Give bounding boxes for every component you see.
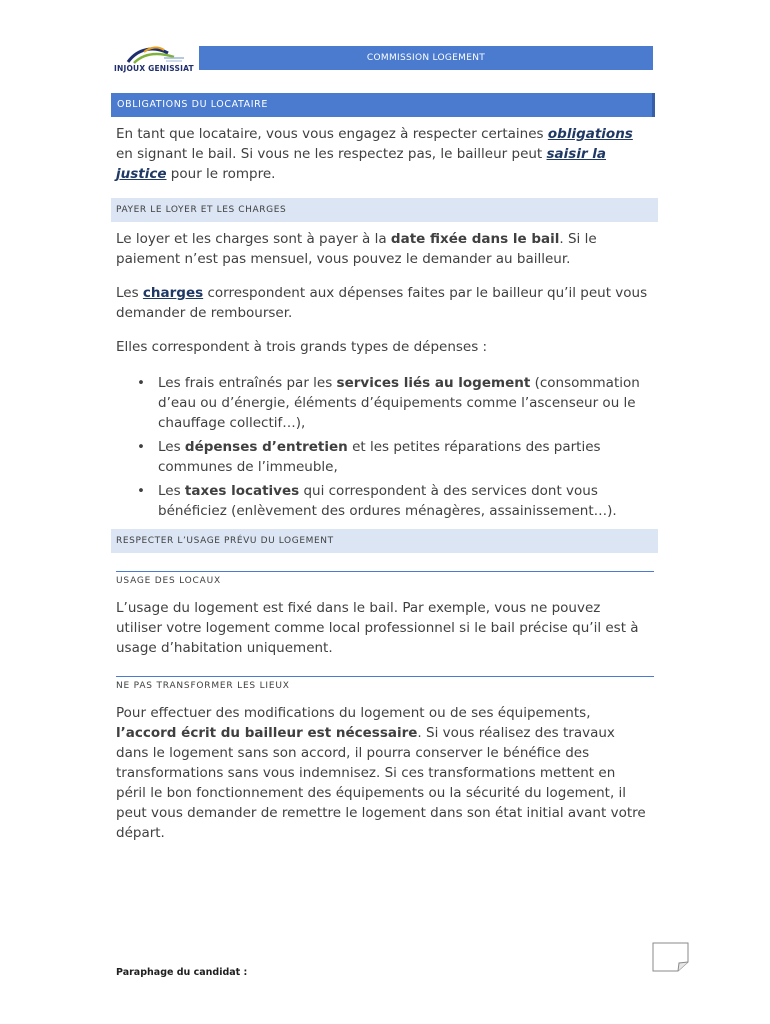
subheading-usage-locaux: USAGE DES LOCAUX: [116, 571, 654, 586]
bullet-text: (consommation d’eau ou d’énergie, éléments d’équipements comme l’ascenseur ou le chauffage collectif…),: [158, 375, 640, 431]
transformer-paragraph: [116, 703, 648, 843]
bullet-bold: dépenses d’entretien: [184, 439, 348, 455]
intro-paragraph: [116, 124, 648, 184]
logo-text: INJOUX GENISSIAT: [114, 64, 194, 73]
loyer-text-1: Le loyer et les charges sont à payer à la: [116, 231, 391, 247]
logo-swoosh-icon: [124, 44, 188, 66]
bullet-bold: services liés au logement: [336, 375, 531, 391]
bullet-text: Les frais entraînés par les: [158, 375, 337, 391]
loyer-paragraph: [116, 229, 648, 269]
list-item: [158, 481, 656, 521]
charges-text-2: correspondent aux dépenses faites par le bailleur qu’il peut vous demander de rembourser.: [116, 285, 648, 321]
link-saisir-la-justice[interactable]: saisir la justice: [116, 146, 607, 182]
usage-paragraph: L’usage du logement est fixé dans le bail. Par exemple, vous ne pouvez utiliser votre logement comme local professionnel si le bail précise qu’il est à usage d’habitation uniquement.: [116, 600, 639, 656]
bullet-text: Les: [158, 439, 185, 455]
intro-text-2: en signant le bail. Si vous ne les respectez pas, le bailleur peut: [116, 146, 547, 162]
list-item: [158, 437, 656, 477]
intro-text-3: pour le rompre.: [166, 166, 276, 182]
bullet-text: et les petites réparations des parties communes de l’immeuble,: [158, 439, 601, 475]
header-banner: COMMISSION LOGEMENT: [199, 46, 653, 70]
bullet-text: qui correspondent à des services dont vous bénéficiez (enlèvement des ordures ménagères, assainissement…).: [158, 483, 617, 519]
transformer-bold: l’accord écrit du bailleur est nécessaire: [116, 725, 418, 741]
subheading-transformer: NE PAS TRANSFORMER LES LIEUX: [116, 676, 654, 691]
list-item: [158, 373, 656, 433]
link-charges[interactable]: charges: [142, 285, 204, 301]
loyer-bold-date: date fixée dans le bail: [390, 231, 560, 247]
loyer-text-2: . Si le paiement n’est pas mensuel, vous pouvez le demander au bailleur.: [116, 231, 597, 267]
folded-page-icon: [652, 942, 690, 976]
transformer-text-2: . Si vous réalisez des travaux dans le logement sans son accord, il pourra conserver le bénéfice des transformations sans vous indemnisez. Si ces transformations mettent en péril le bon fonctionnement des équipements ou la sécurité du logement, il peut vous demander de remettre le logement dans son état initial avant votre départ.: [116, 725, 646, 841]
section-heading-usage: RESPECTER L’USAGE PRÉVU DU LOGEMENT: [111, 529, 658, 553]
types-paragraph: Elles correspondent à trois grands types de dépenses :: [116, 339, 488, 355]
bullet-list: [158, 373, 656, 525]
bullet-bold: taxes locatives: [184, 483, 300, 499]
footer-label: Paraphage du candidat :: [116, 967, 248, 978]
section-heading-loyer: PAYER LE LOYER ET LES CHARGES: [111, 198, 658, 222]
bullet-text: Les: [158, 483, 185, 499]
charges-text-1: Les: [116, 285, 143, 301]
transformer-text-1: Pour effectuer des modifications du logement ou de ses équipements,: [116, 705, 591, 721]
charges-paragraph: [116, 283, 648, 323]
section-heading-obligations: OBLIGATIONS DU LOCATAIRE: [111, 93, 655, 117]
intro-text-1: En tant que locataire, vous vous engagez à respecter certaines: [116, 126, 548, 142]
link-obligations[interactable]: obligations: [547, 126, 633, 142]
